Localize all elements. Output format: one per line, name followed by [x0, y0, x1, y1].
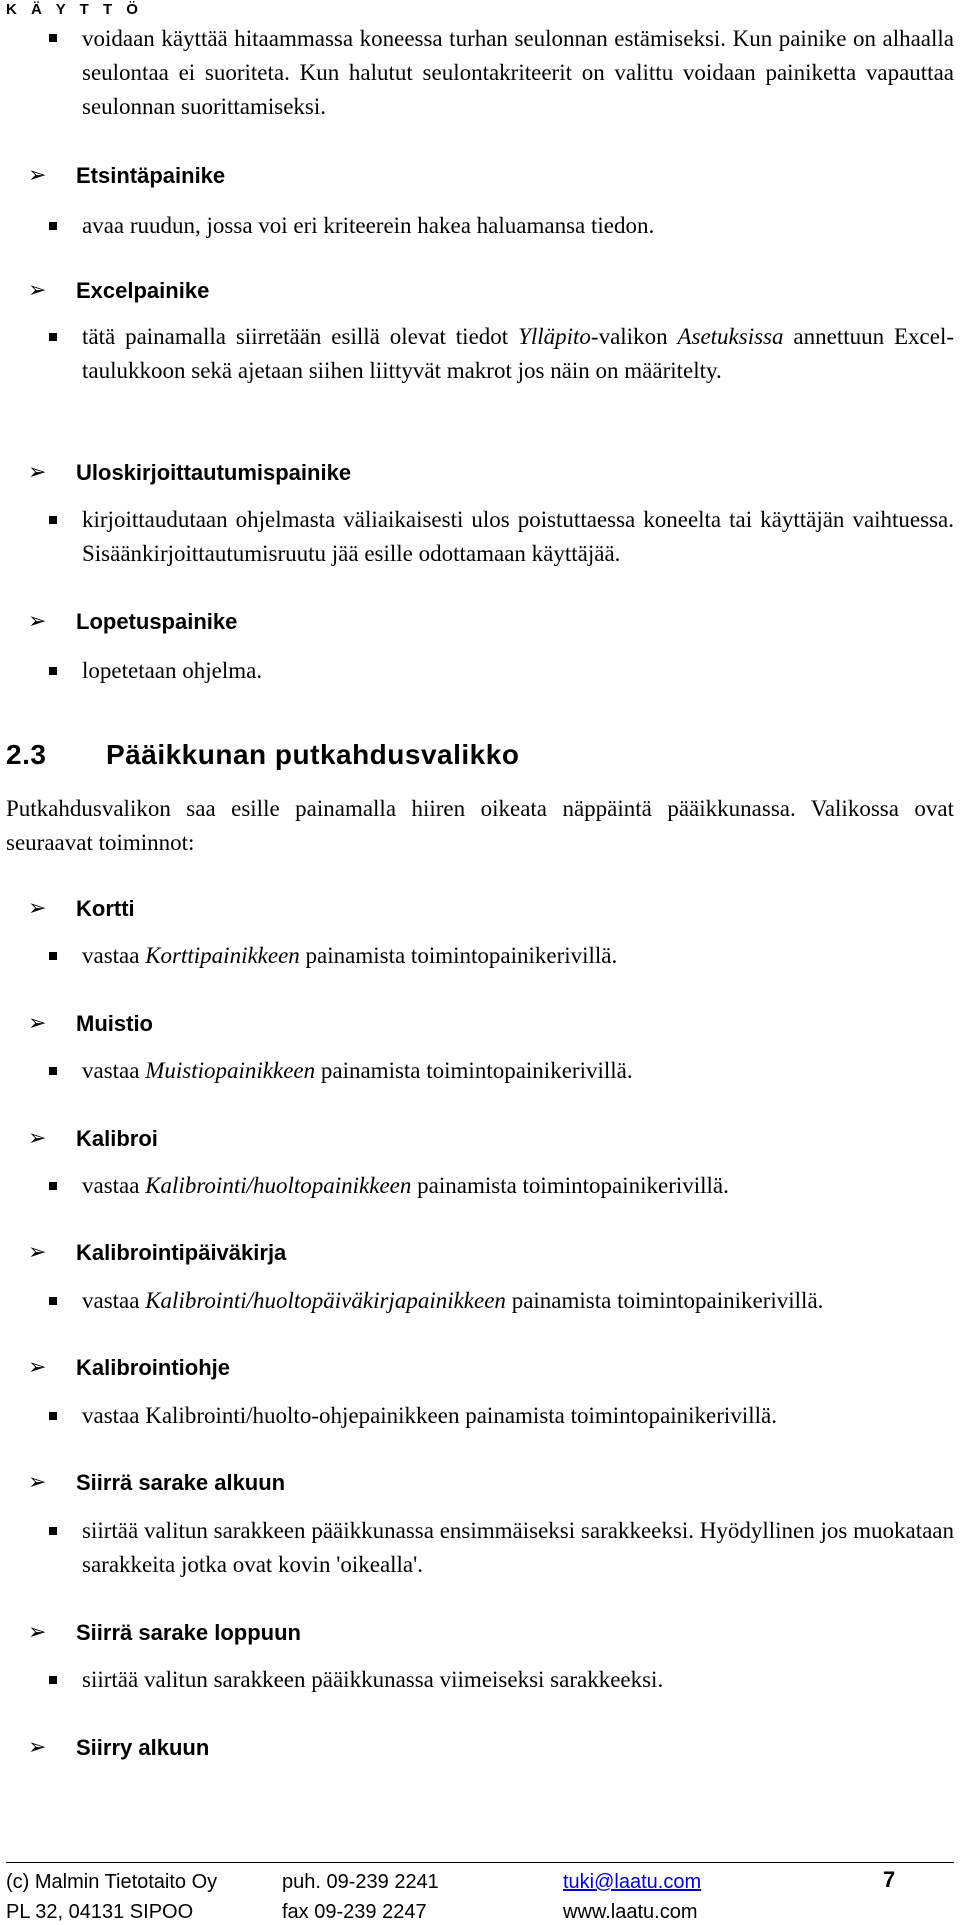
arrow-bullet-icon: ➢: [28, 609, 47, 634]
text-run: painamista toimintopainikerivillä.: [411, 1173, 729, 1198]
footer-phone: puh. 09-239 2241: [282, 1871, 439, 1893]
item-bullet-text: kirjoittaudutaan ohjelmasta väliaikaisesti ulos poistuttaessa koneelta tai käyttäjän vaihtuessa. Sisäänkirjoittautumisruutu jää esille odottamaan käyttäjää.: [82, 507, 954, 566]
bullet-icon: [49, 1527, 57, 1535]
text-run: painamista toimintopainikerivillä.: [315, 1058, 633, 1083]
item-heading: Uloskirjoittautumispainike: [76, 460, 352, 485]
menu-item-text: [82, 1169, 954, 1203]
item-heading: Excelpainike: [76, 278, 210, 303]
section-number: 2.3: [6, 739, 47, 770]
section-title: Pääikkunan putkahdusvalikko: [106, 739, 520, 770]
text-run: painamista toimintopainikerivillä.: [505, 1288, 824, 1313]
item-heading: Etsintäpainike: [76, 163, 226, 188]
text-run: painamista toimintopainikerivillä.: [299, 943, 618, 968]
arrow-bullet-icon: ➢: [28, 1470, 47, 1495]
section-heading: [6, 739, 519, 771]
menu-item-heading: Kortti: [76, 896, 135, 921]
bullet-icon: [49, 1067, 57, 1075]
text-run: vastaa: [82, 943, 146, 968]
footer-website[interactable]: www.laatu.com: [563, 1901, 698, 1923]
text-emphasis: Asetuksissa: [677, 324, 784, 349]
bullet-icon: [49, 1182, 57, 1190]
footer-email-link[interactable]: tuki@laatu.com: [563, 1871, 702, 1893]
menu-item-heading: Kalibrointipäiväkirja: [76, 1240, 287, 1265]
text-emphasis: Kalibrointi/huoltopainikkeen: [145, 1173, 412, 1198]
item-bullet-text: lopetetaan ohjelma.: [82, 658, 263, 683]
item-heading: Lopetuspainike: [76, 609, 238, 634]
page-number: 7: [883, 1867, 896, 1892]
bullet-icon: [49, 1412, 57, 1420]
menu-item-heading: Siirrä sarake alkuun: [76, 1470, 286, 1495]
bullet-icon: [49, 952, 57, 960]
menu-item-text: [82, 939, 954, 973]
item-bullet-text: [82, 320, 954, 388]
bullet-icon: [49, 333, 57, 341]
menu-item-text: vastaa Kalibrointi/huolto-ohjepainikkeen painamista toimintopainikerivillä.: [82, 1403, 777, 1428]
arrow-bullet-icon: ➢: [28, 460, 47, 485]
text-run: tätä painamalla siirretään esillä olevat tiedot: [82, 324, 519, 349]
menu-item-heading: Kalibroi: [76, 1126, 158, 1151]
item-bullet-text: avaa ruudun, jossa voi eri kriteerein hakea haluamansa tiedon.: [82, 213, 655, 238]
bullet-icon: [49, 222, 57, 230]
text-run: -valikon: [590, 324, 678, 349]
bullet-icon: [49, 34, 57, 42]
text-emphasis: Kalibrointi/huoltopäiväkirjapainikkeen: [145, 1288, 506, 1313]
text-emphasis: Muistiopainikkeen: [145, 1058, 316, 1083]
intro-bullet-text: voidaan käyttää hitaammassa koneessa turhan seulonnan estämiseksi. Kun painike on alhaalla seulontaa ei suoriteta. Kun halutut seulontakriteerit on valittu voidaan painiketta vapauttaa seulonnan suorittamiseksi.: [82, 26, 954, 119]
menu-item-heading: Siirry alkuun: [76, 1735, 210, 1760]
text-run: vastaa: [82, 1288, 146, 1313]
arrow-bullet-icon: ➢: [28, 1126, 47, 1151]
footer-fax: fax 09-239 2247: [282, 1901, 427, 1923]
menu-item-text: siirtää valitun sarakkeen pääikkunassa viimeiseksi sarakkeeksi.: [82, 1667, 664, 1692]
footer-company: (c) Malmin Tietotaito Oy: [6, 1871, 218, 1893]
menu-item-text: [82, 1284, 954, 1318]
arrow-bullet-icon: ➢: [28, 896, 47, 921]
bullet-icon: [49, 516, 57, 524]
bullet-icon: [49, 1676, 57, 1684]
arrow-bullet-icon: ➢: [28, 1735, 47, 1760]
menu-item-heading: Siirrä sarake loppuun: [76, 1620, 301, 1645]
text-emphasis: Ylläpito: [518, 324, 591, 349]
menu-item-heading: Kalibrointiohje: [76, 1355, 230, 1380]
section-intro: Putkahdusvalikon saa esille painamalla hiiren oikeata näppäintä pääikkunassa. Valikossa ovat seuraavat toiminnot:: [6, 796, 954, 855]
arrow-bullet-icon: ➢: [28, 278, 47, 303]
arrow-bullet-icon: ➢: [28, 1240, 47, 1265]
footer-address: PL 32, 04131 SIPOO: [6, 1901, 194, 1923]
text-run: annettuun Excel-taulukkoon sekä ajetaan siihen liittyvät makrot jos näin on määritelty.: [82, 324, 954, 383]
bullet-icon: [49, 1297, 57, 1305]
footer-divider: [6, 1862, 954, 1863]
arrow-bullet-icon: ➢: [28, 163, 47, 188]
text-emphasis: Korttipainikkeen: [145, 943, 300, 968]
arrow-bullet-icon: ➢: [28, 1355, 47, 1380]
arrow-bullet-icon: ➢: [28, 1011, 47, 1036]
arrow-bullet-icon: ➢: [28, 1620, 47, 1645]
menu-item-text: [82, 1054, 954, 1088]
menu-item-text: siirtää valitun sarakkeen pääikkunassa ensimmäiseksi sarakkeeksi. Hyödyllinen jos muokataan sarakkeita jotka ovat kovin 'oikealla'.: [82, 1518, 954, 1577]
running-header: K Ä Y T T Ö: [6, 1, 143, 18]
bullet-icon: [49, 667, 57, 675]
text-run: vastaa: [82, 1173, 146, 1198]
text-run: vastaa: [82, 1058, 146, 1083]
menu-item-heading: Muistio: [76, 1011, 153, 1036]
